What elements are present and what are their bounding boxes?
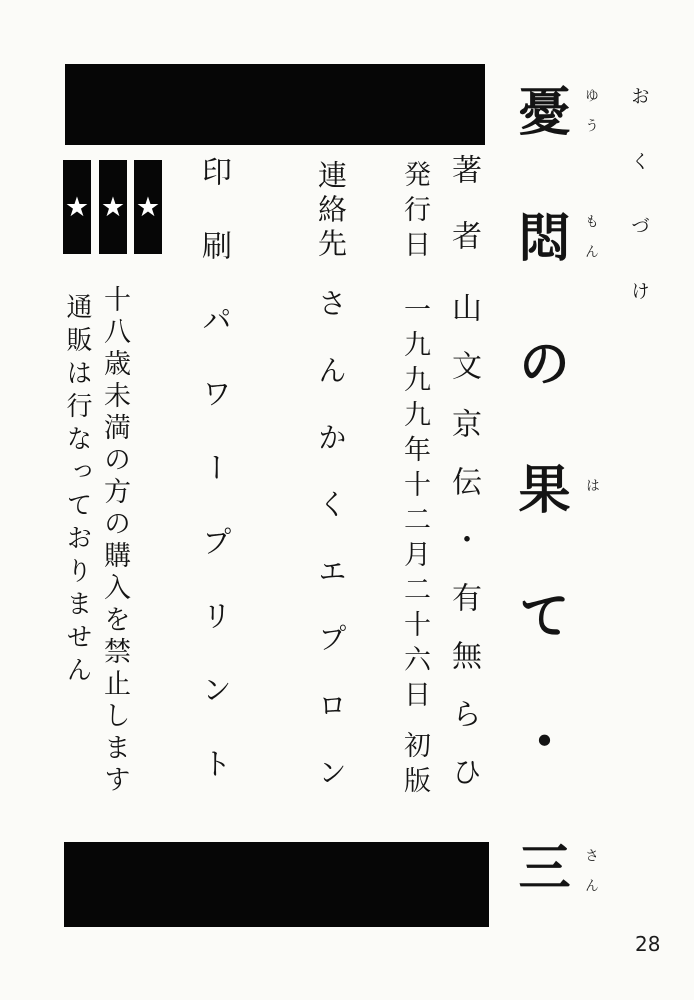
furigana-ha: は [584,478,600,492]
author-value: 山文京伝・有無らひ [446,292,481,814]
star-icon: ★ [64,191,90,223]
star-banner-3 [134,160,162,254]
pubdate-label: 発行日 [399,160,430,265]
page-number: 28 [635,932,661,956]
furigana-mon: もん [583,214,599,274]
star-icon: ★ [100,191,126,223]
printer-row [196,156,231,822]
okuzuke-heading: おくづけ [628,86,650,346]
printer-value: パワープリント [196,304,231,822]
printer-label: 印刷 [196,156,231,304]
furigana-san: さん [583,848,599,908]
mail-order-notice: 通販は行なっておりません [62,293,92,689]
contact-label: 連絡先 [314,160,348,262]
author-row [446,154,481,814]
pubdate-row [401,160,428,801]
star-banner-1 [63,160,91,254]
pubdate-value: 一九九九年十二月二十六日 [399,295,430,715]
pubdate-edition: 初版 [399,731,430,801]
contact-row [314,160,348,824]
star-banner-2 [99,160,127,254]
bottom-black-bar [64,842,489,927]
book-title: 憂悶の果て・三 [509,84,570,966]
furigana-yuu: ゆう [583,88,599,148]
contact-value: さんかくエプロン [314,288,348,824]
author-label: 著者 [446,154,481,286]
star-icon: ★ [135,191,161,223]
top-black-bar [65,64,485,145]
age-restriction-notice: 十八歳未満の方の購入を禁止します [99,285,130,797]
